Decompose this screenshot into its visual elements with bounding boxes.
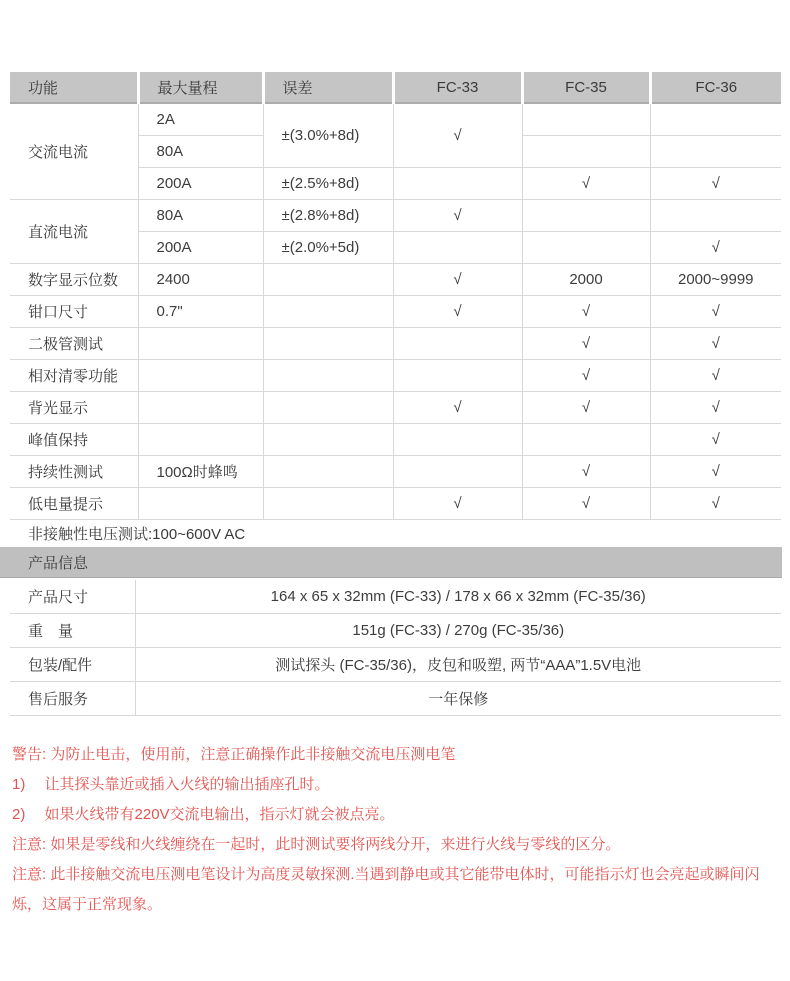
spec-cell-range <box>138 488 263 520</box>
spec-cell-range <box>138 328 263 360</box>
spec-cell-fc35: √ <box>522 328 650 360</box>
spec-cell-fc33: √ <box>393 488 522 520</box>
spec-cell-range: 2400 <box>138 264 263 296</box>
spec-cell-fc35 <box>522 103 650 136</box>
spec-cell-fc36: √ <box>650 424 781 456</box>
spec-cell-fc33 <box>393 360 522 392</box>
table-row-diode-test <box>10 328 781 360</box>
spec-cell-fc36: √ <box>650 488 781 520</box>
spec-cell-function: 交流电流 <box>28 144 89 161</box>
spec-cell-fc33: √ <box>393 264 522 296</box>
table-row-digits <box>10 264 781 296</box>
spec-cell-range: 100Ω时蜂鸣 <box>138 456 263 488</box>
spec-cell-fc36: √ <box>650 328 781 360</box>
spec-cell-fc36 <box>650 103 781 136</box>
warning-block <box>12 740 778 920</box>
info-value: 一年保修 <box>135 682 781 716</box>
warning-line-step1: 1) 让其探头靠近或插入火线的输出插座孔时。 <box>12 776 330 793</box>
spec-cell-function: 钳口尺寸 <box>10 296 138 328</box>
spec-cell-function: 相对清零功能 <box>10 360 138 392</box>
table-row-peak-hold <box>10 424 781 456</box>
column-header-error: 误差 <box>263 72 393 103</box>
spec-cell-range: 200A <box>138 232 263 264</box>
spec-cell-error <box>263 456 393 488</box>
table-row-packaging <box>10 648 781 682</box>
info-label: 重 量 <box>10 614 135 648</box>
spec-cell-fc36: √ <box>650 232 781 264</box>
spec-cell-fc35: √ <box>522 168 650 200</box>
spec-cell-fc33 <box>393 424 522 456</box>
warning-line-caution: 警告: 为防止电击，使用前，注意正确操作此非接触交流电压测电笔 <box>12 746 456 763</box>
spec-cell-fc35: √ <box>522 360 650 392</box>
column-header-max-range: 最大量程 <box>138 72 263 103</box>
product-info-table <box>10 580 781 716</box>
spec-cell-fc36: √ <box>650 360 781 392</box>
column-header-function: 功能 <box>10 72 138 103</box>
warning-line-note2: 注意: 此非接触交流电压测电笔设计为高度灵敏探测.当遇到静电或其它能带电体时，可能指示灯也会亮起或瞬间闪烁，这属于正常现象。 <box>12 866 760 913</box>
spec-cell-range: 80A <box>138 200 263 232</box>
spec-cell-range: 0.7" <box>138 296 263 328</box>
column-header-fc33: FC-33 <box>393 72 522 103</box>
spec-cell-range: 80A <box>138 136 263 168</box>
spec-cell-fc35 <box>522 232 650 264</box>
spec-cell-function: 持续性测试 <box>10 456 138 488</box>
spec-cell-error <box>263 392 393 424</box>
info-label: 产品尺寸 <box>28 589 89 606</box>
table-row-ac-2a <box>10 103 781 136</box>
spec-cell-fc33 <box>393 232 522 264</box>
column-header-fc36: FC-36 <box>650 72 781 103</box>
spec-cell-range <box>138 360 263 392</box>
spec-cell-fc35: √ <box>522 488 650 520</box>
section-header-product-info <box>0 547 782 578</box>
spec-cell-fc35: √ <box>522 296 650 328</box>
spec-cell-error <box>263 296 393 328</box>
spec-cell-error <box>263 264 393 296</box>
info-value: 测试探头 (FC-35/36)，皮包和吸塑, 两节“AAA”1.5V电池 <box>135 648 781 682</box>
spec-cell-error: ±(2.5%+8d) <box>263 168 393 200</box>
spec-cell-function: 峰值保持 <box>10 424 138 456</box>
spec-cell-range <box>138 392 263 424</box>
info-label: 售后服务 <box>10 682 135 716</box>
spec-cell-function: 二极管测试 <box>10 328 138 360</box>
spec-header-row <box>10 72 781 103</box>
section-title: 产品信息 <box>28 554 89 572</box>
table-row-dimensions <box>10 580 781 614</box>
spec-cell-error <box>263 360 393 392</box>
column-header-fc35: FC-35 <box>522 72 650 103</box>
spec-cell-fc33: √ <box>393 296 522 328</box>
spec-cell-fc33 <box>393 456 522 488</box>
spec-cell-range <box>138 424 263 456</box>
spec-cell-fc33: √ <box>393 392 522 424</box>
spec-cell-fc33 <box>393 168 522 200</box>
table-row-jaw-size <box>10 296 781 328</box>
spec-cell-error: ±(2.8%+8d) <box>263 200 393 232</box>
spec-cell-fc35 <box>522 200 650 232</box>
spec-cell-error <box>263 328 393 360</box>
spec-cell-error <box>263 424 393 456</box>
spec-cell-function: 数字显示位数 <box>10 264 138 296</box>
spec-cell-fc36: √ <box>650 168 781 200</box>
warning-line-step2: 2) 如果火线带有220V交流电输出，指示灯就会被点亮。 <box>12 806 395 823</box>
spec-cell-fc36 <box>650 200 781 232</box>
spec-cell-range: 2A <box>138 103 263 136</box>
table-row-weight <box>10 614 781 648</box>
table-row-ncv <box>10 520 781 548</box>
spec-cell-fc35 <box>522 424 650 456</box>
spec-cell-fc36: √ <box>650 456 781 488</box>
info-value: 164 x 65 x 32mm (FC-33) / 178 x 66 x 32mm (FC-35/36) <box>135 580 781 614</box>
spec-table <box>10 72 781 547</box>
info-value: 151g (FC-33) / 270g (FC-35/36) <box>135 614 781 648</box>
spec-cell-function: 背光显示 <box>10 392 138 424</box>
warning-line-note1: 注意: 如果是零线和火线缠绕在一起时，此时测试要将两线分开，来进行火线与零线的区分。 <box>12 836 621 853</box>
spec-cell-fc33: √ <box>393 200 522 232</box>
table-row-low-battery <box>10 488 781 520</box>
table-row-relative-zero <box>10 360 781 392</box>
table-row-dc-80a <box>10 200 781 232</box>
spec-cell-error <box>263 488 393 520</box>
spec-cell-fc35: √ <box>522 456 650 488</box>
spec-cell-fc36: 2000~9999 <box>650 264 781 296</box>
table-row-continuity-test <box>10 456 781 488</box>
spec-cell-fc36: √ <box>650 392 781 424</box>
spec-cell-fc36 <box>650 136 781 168</box>
spec-cell-fc33 <box>393 328 522 360</box>
table-row-backlight <box>10 392 781 424</box>
spec-cell-fc35: √ <box>522 392 650 424</box>
spec-cell-fc35 <box>522 136 650 168</box>
spec-cell-fc35: 2000 <box>522 264 650 296</box>
table-row-after-sales <box>10 682 781 716</box>
spec-cell-fc33: √ <box>393 103 522 168</box>
spec-cell-function: 直流电流 <box>10 200 138 264</box>
spec-cell-error: ±(3.0%+8d) <box>263 103 393 168</box>
spec-cell-range: 200A <box>138 168 263 200</box>
spec-cell-ncv: 非接触性电压测试:100~600V AC <box>10 520 781 548</box>
spec-cell-function: 低电量提示 <box>10 488 138 520</box>
spec-cell-error: ±(2.0%+5d) <box>263 232 393 264</box>
spec-cell-fc36: √ <box>650 296 781 328</box>
info-label: 包装/配件 <box>10 648 135 682</box>
